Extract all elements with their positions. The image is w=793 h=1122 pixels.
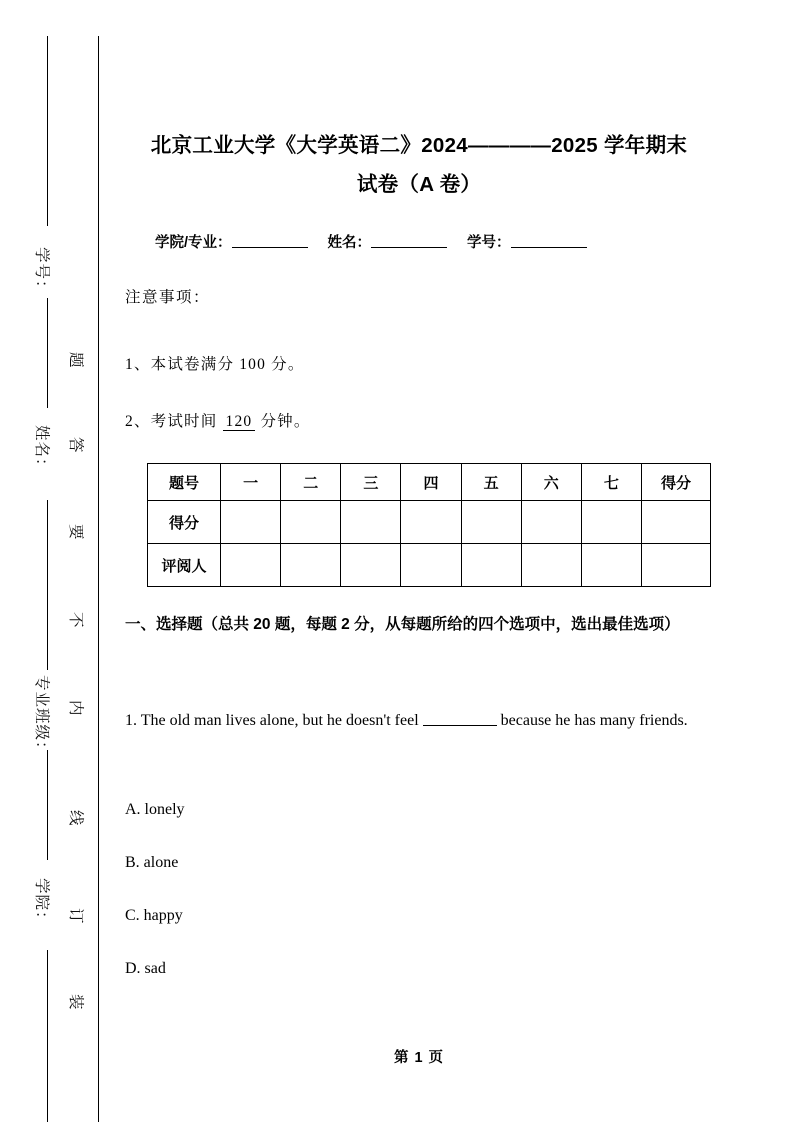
option-d[interactable]: D. sad [125, 960, 166, 977]
grader-cell-2[interactable] [281, 544, 341, 587]
question-1-options [125, 800, 713, 1012]
table-header-question-no: 题号 [148, 464, 221, 501]
option-b[interactable]: B. alone [125, 854, 179, 871]
section-heading-multiple-choice: 一、选择题（总共 20 题，每题 2 分，从每题所给的四个选项中，选出最佳选项） [125, 616, 680, 633]
binding-note-char-3: 要 [67, 524, 84, 541]
binding-outer-line-segment-1 [47, 36, 48, 226]
question-1-stem-after: because he has many friends. [500, 712, 688, 729]
table-row-grader [148, 544, 711, 587]
student-info-row [155, 231, 713, 252]
student-id-label: 学号： [467, 235, 511, 251]
binding-note-char-8: 装 [67, 994, 84, 1011]
table-row-score [148, 501, 711, 544]
score-cell-7[interactable] [581, 501, 641, 544]
margin-label-student-id: 学号： [33, 247, 50, 297]
notice-item-2-suffix: 分钟。 [260, 413, 311, 430]
table-row-label-grader: 评阅人 [148, 544, 221, 587]
binding-outer-line-segment-5 [47, 950, 48, 1122]
binding-note-char-6: 线 [67, 810, 84, 827]
table-header-q2: 二 [281, 464, 341, 501]
notice-item-1: 1、本试卷满分 100 分。 [125, 356, 305, 373]
table-header-q4: 四 [401, 464, 461, 501]
question-1-blank[interactable] [423, 712, 497, 726]
student-id-field[interactable] [511, 233, 587, 248]
binding-note-char-5: 内 [67, 700, 84, 717]
margin-label-name: 姓名： [33, 425, 50, 475]
binding-outer-line-segment-2 [47, 298, 48, 408]
grader-cell-5[interactable] [461, 544, 521, 587]
question-1-text [125, 703, 713, 739]
binding-note-char-2: 答 [67, 437, 84, 454]
table-header-q3: 三 [341, 464, 401, 501]
score-cell-total[interactable] [642, 501, 711, 544]
binding-margin-strip [0, 0, 110, 1122]
score-cell-5[interactable] [461, 501, 521, 544]
table-row-header [148, 464, 711, 501]
margin-label-college: 学院： [33, 878, 50, 928]
score-cell-4[interactable] [401, 501, 461, 544]
grader-cell-6[interactable] [521, 544, 581, 587]
score-table [147, 463, 711, 587]
binding-outer-line-segment-4 [47, 750, 48, 860]
score-cell-2[interactable] [281, 501, 341, 544]
notice-item-2-prefix: 2、考试时间 [125, 413, 218, 430]
grader-cell-7[interactable] [581, 544, 641, 587]
page-title-line-1: 北京工业大学《大学英语二》2024————2025 学年期末 [150, 134, 688, 157]
question-1-number: 1. [125, 712, 137, 729]
margin-label-major-class: 专业班级： [33, 675, 50, 758]
exam-duration-value: 120 [223, 413, 256, 431]
binding-inner-vertical-line [98, 36, 99, 1122]
college-major-label: 学院/专业： [155, 235, 232, 251]
binding-note-char-4: 不 [67, 612, 84, 629]
page-title-line-2: 试卷（A 卷） [356, 173, 482, 196]
name-label: 姓名： [327, 235, 372, 251]
table-header-q7: 七 [581, 464, 641, 501]
grader-cell-1[interactable] [221, 544, 281, 587]
grader-cell-3[interactable] [341, 544, 401, 587]
score-cell-6[interactable] [521, 501, 581, 544]
score-cell-3[interactable] [341, 501, 401, 544]
page-footer: 第 1 页 [393, 1050, 445, 1066]
notices-heading: 注意事项： [125, 289, 211, 306]
question-1-stem-before: The old man lives alone, but he doesn't feel [140, 712, 419, 729]
table-row-label-score: 得分 [148, 501, 221, 544]
document-content [125, 0, 713, 1122]
grader-cell-total[interactable] [642, 544, 711, 587]
name-field[interactable] [371, 233, 447, 248]
college-major-field[interactable] [232, 233, 308, 248]
table-header-total: 得分 [642, 464, 711, 501]
binding-outer-line-segment-3 [47, 500, 48, 670]
score-cell-1[interactable] [221, 501, 281, 544]
table-header-q5: 五 [461, 464, 521, 501]
grader-cell-4[interactable] [401, 544, 461, 587]
table-header-q6: 六 [521, 464, 581, 501]
table-header-q1: 一 [221, 464, 281, 501]
binding-note-char-7: 订 [67, 908, 84, 925]
option-a[interactable]: A. lonely [125, 801, 185, 818]
option-c[interactable]: C. happy [125, 907, 183, 924]
binding-note-char-1: 题 [67, 352, 84, 369]
notice-item-2 [125, 409, 311, 431]
